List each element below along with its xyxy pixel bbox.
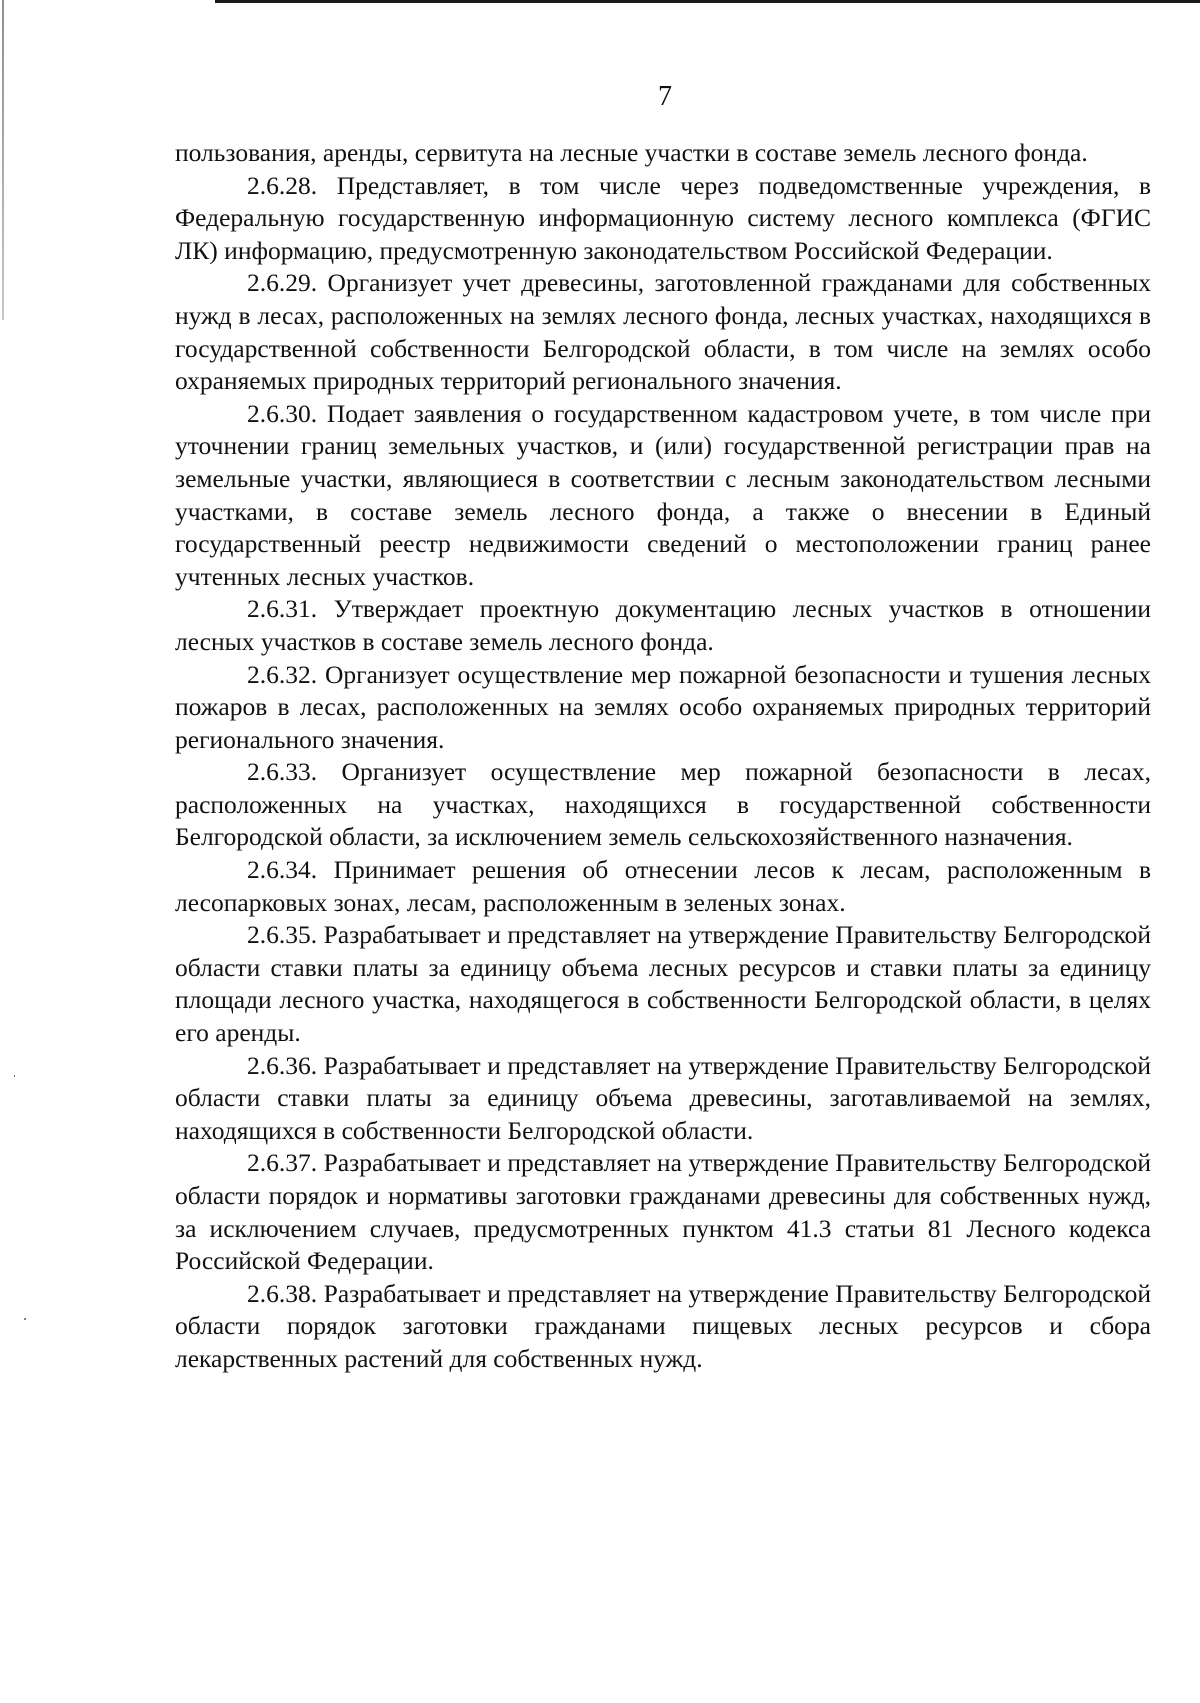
paragraph-2-6-33: 2.6.33. Организует осуществление мер пожарной безопасности в лесах, расположенных на участках, находящихся в государственной собственности Белгородской области, за исключением земель сельскохозяйственного назначения.	[175, 757, 1151, 852]
page-number: 7	[658, 81, 672, 112]
paragraph-2-6-30: 2.6.30. Подает заявления о государственном кадастровом учете, в том числе при уточнении границ земельных участков, и (или) государственной регистрации прав на земельные участки, являющиеся в соответствии с лесным законодательством лесными участками, в составе земель лесного фонда, а также о внесении в Единый государственный реестр недвижимости сведений о местоположении границ ранее учтенных лесных участков.	[175, 398, 1151, 591]
paragraph-2-6-32: 2.6.32. Организует осуществление мер пожарной безопасности и тушения лесных пожаров в лесах, расположенных на землях особо охраняемых природных территорий регионального значения.	[175, 659, 1151, 754]
scan-border-left	[2, 0, 4, 320]
paragraph-2-6-29: 2.6.29. Организует учет древесины, заготовленной гражданами для собственных нужд в лесах, расположенных на землях лесного фонда, лесных участках, находящихся в государственной собственности Белгородской области, в том числе на землях особо охраняемых природных территорий регионального значения.	[175, 268, 1151, 396]
paragraph-2-6-35: 2.6.35. Разрабатывает и представляет на утверждение Правительству Белгородской области ставки платы за единицу объема лесных ресурсов и ставки платы за единицу площади лесного участка, находящегося в собственности Белгородской области, в целях его аренды.	[175, 920, 1151, 1048]
paragraph-2-6-36: 2.6.36. Разрабатывает и представляет на утверждение Правительству Белгородской области ставки платы за единицу объема древесины, заготавливаемой на землях, находящихся в собственности Белгородской области.	[175, 1050, 1151, 1145]
scan-border-top	[215, 0, 1200, 3]
paragraph-2-6-34: 2.6.34. Принимает решения об отнесении лесов к лесам, расположенным в лесопарковых зонах, лесам, расположенным в зеленых зонах.	[175, 855, 1151, 917]
scan-speck	[24, 1318, 26, 1320]
scan-speck	[14, 1075, 15, 1077]
document-body	[175, 137, 1151, 1376]
paragraph-continuation: пользования, аренды, сервитута на лесные участки в составе земель лесного фонда.	[175, 138, 1088, 167]
paragraph-2-6-28: 2.6.28. Представляет, в том числе через подведомственные учреждения, в Федеральную государственную информационную систему лесного комплекса (ФГИС ЛК) информацию, предусмотренную законодательством Российской Федерации.	[175, 170, 1151, 265]
paragraph-2-6-38: 2.6.38. Разрабатывает и представляет на утверждение Правительству Белгородской области порядок заготовки гражданами пищевых лесных ресурсов и сбора лекарственных растений для собственных нужд.	[175, 1278, 1151, 1373]
paragraph-2-6-31: 2.6.31. Утверждает проектную документацию лесных участков в отношении лесных участков в составе земель лесного фонда.	[175, 594, 1151, 656]
paragraph-2-6-37: 2.6.37. Разрабатывает и представляет на утверждение Правительству Белгородской области порядок и нормативы заготовки гражданами древесины для собственных нужд, за исключением случаев, предусмотренных пунктом 41.3 статьи 81 Лесного кодекса Российской Федерации.	[175, 1148, 1151, 1276]
